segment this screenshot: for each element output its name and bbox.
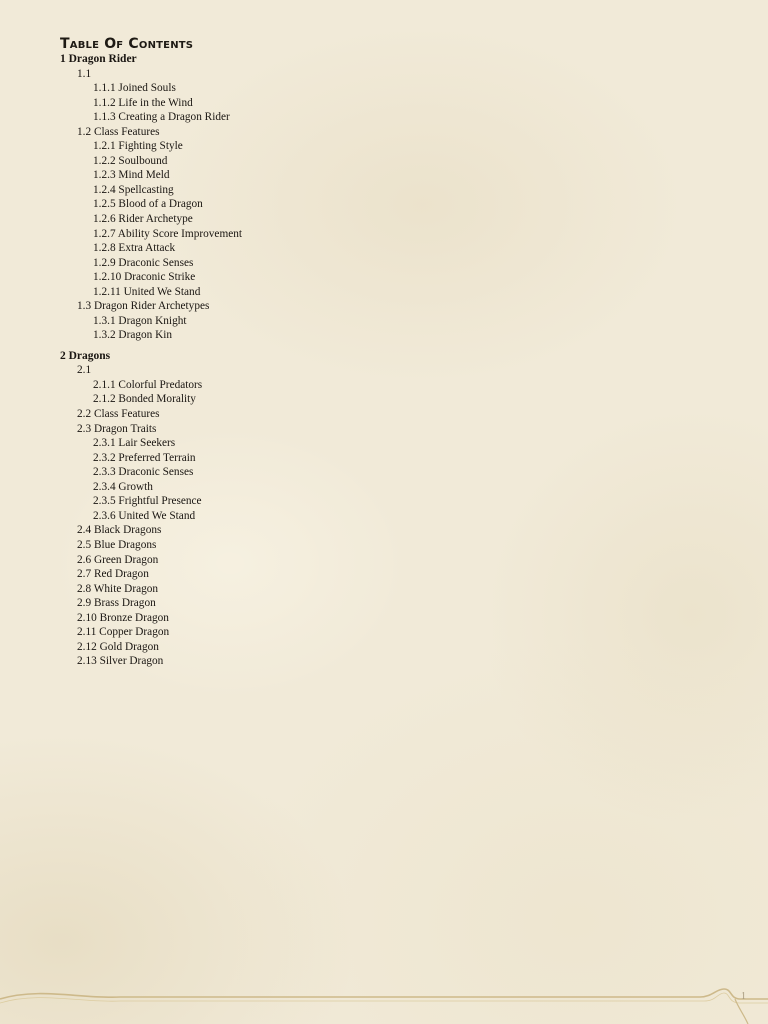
toc-entry[interactable]: 2.2 Class Features — [77, 408, 160, 421]
toc-entry[interactable]: 1.2.6 Rider Archetype — [93, 212, 193, 225]
toc-entry[interactable]: 1.2.1 Fighting Style — [93, 140, 183, 153]
toc-entry[interactable]: 2.3.3 Draconic Senses — [93, 466, 194, 479]
toc-entry[interactable]: 2.8 White Dragon — [77, 582, 159, 595]
toc-entry[interactable]: 1.2 Class Features — [77, 125, 160, 138]
toc-entry[interactable]: 1.1.3 Creating a Dragon Rider — [93, 111, 230, 124]
toc-entry[interactable]: 1.2.2 Soulbound — [93, 154, 168, 167]
toc-entry[interactable]: 1.2.7 Ability Score Improvement — [93, 227, 243, 240]
toc-entry[interactable]: 2.7 Red Dragon — [77, 568, 149, 581]
toc-entry[interactable]: 1.1 — [77, 67, 92, 80]
toc-entry[interactable]: 2.3.5 Frightful Presence — [93, 495, 202, 508]
toc-entry[interactable]: 1.2.10 Draconic Strike — [93, 271, 196, 284]
toc-entry[interactable]: 1.3 Dragon Rider Archetypes — [77, 300, 210, 313]
toc-entry[interactable]: 2.4 Black Dragons — [77, 524, 162, 537]
toc-entry[interactable]: 1.2.3 Mind Meld — [93, 169, 170, 182]
table-of-contents — [60, 36, 460, 669]
toc-entry[interactable]: 2.6 Green Dragon — [77, 553, 159, 566]
toc-entry[interactable]: 2.9 Brass Dragon — [77, 597, 156, 610]
toc-entry[interactable]: 1.2.5 Blood of a Dragon — [93, 198, 203, 211]
toc-entry[interactable]: 2.1 — [77, 364, 92, 377]
toc-entry[interactable]: 2.12 Gold Dragon — [77, 640, 159, 653]
page-number: 1 — [741, 991, 746, 1002]
toc-entry[interactable]: 2.10 Bronze Dragon — [77, 611, 169, 624]
toc-entry[interactable]: 1.2.4 Spellcasting — [93, 183, 174, 196]
toc-section-heading[interactable]: 1 Dragon Rider — [60, 53, 137, 65]
toc-entry[interactable]: 1.2.8 Extra Attack — [93, 242, 176, 255]
toc-entry[interactable]: 1.3.1 Dragon Knight — [93, 314, 187, 327]
toc-entry[interactable]: 2.3.2 Preferred Terrain — [93, 451, 196, 464]
toc-entry[interactable]: 1.1.1 Joined Souls — [93, 82, 176, 95]
toc-title: Table Of Contents — [60, 36, 194, 52]
toc-entry[interactable]: 2.3.6 United We Stand — [93, 509, 196, 522]
toc-entry[interactable]: 2.3.4 Growth — [93, 480, 153, 493]
toc-entry[interactable]: 2.3.1 Lair Seekers — [93, 437, 176, 450]
toc-entry[interactable]: 1.3.2 Dragon Kin — [93, 329, 173, 342]
toc-entry[interactable]: 2.1.1 Colorful Predators — [93, 378, 203, 391]
footer-frame-line-inner — [0, 993, 768, 1003]
toc-entry[interactable]: 2.11 Copper Dragon — [77, 626, 170, 639]
toc-entry[interactable]: 2.5 Blue Dragons — [77, 538, 157, 551]
toc-entry[interactable]: 1.1.2 Life in the Wind — [93, 96, 193, 109]
toc-section-heading[interactable]: 2 Dragons — [60, 349, 111, 362]
toc-entry[interactable]: 2.3 Dragon Traits — [77, 422, 157, 435]
footer-ornament — [0, 985, 768, 1024]
toc-entry[interactable]: 2.13 Silver Dragon — [77, 655, 164, 668]
footer-frame-line — [0, 989, 768, 999]
toc-entry[interactable]: 2.1.2 Bonded Morality — [93, 393, 196, 406]
toc-entry[interactable]: 1.2.9 Draconic Senses — [93, 256, 194, 269]
toc-entry[interactable]: 1.2.11 United We Stand — [93, 285, 201, 298]
